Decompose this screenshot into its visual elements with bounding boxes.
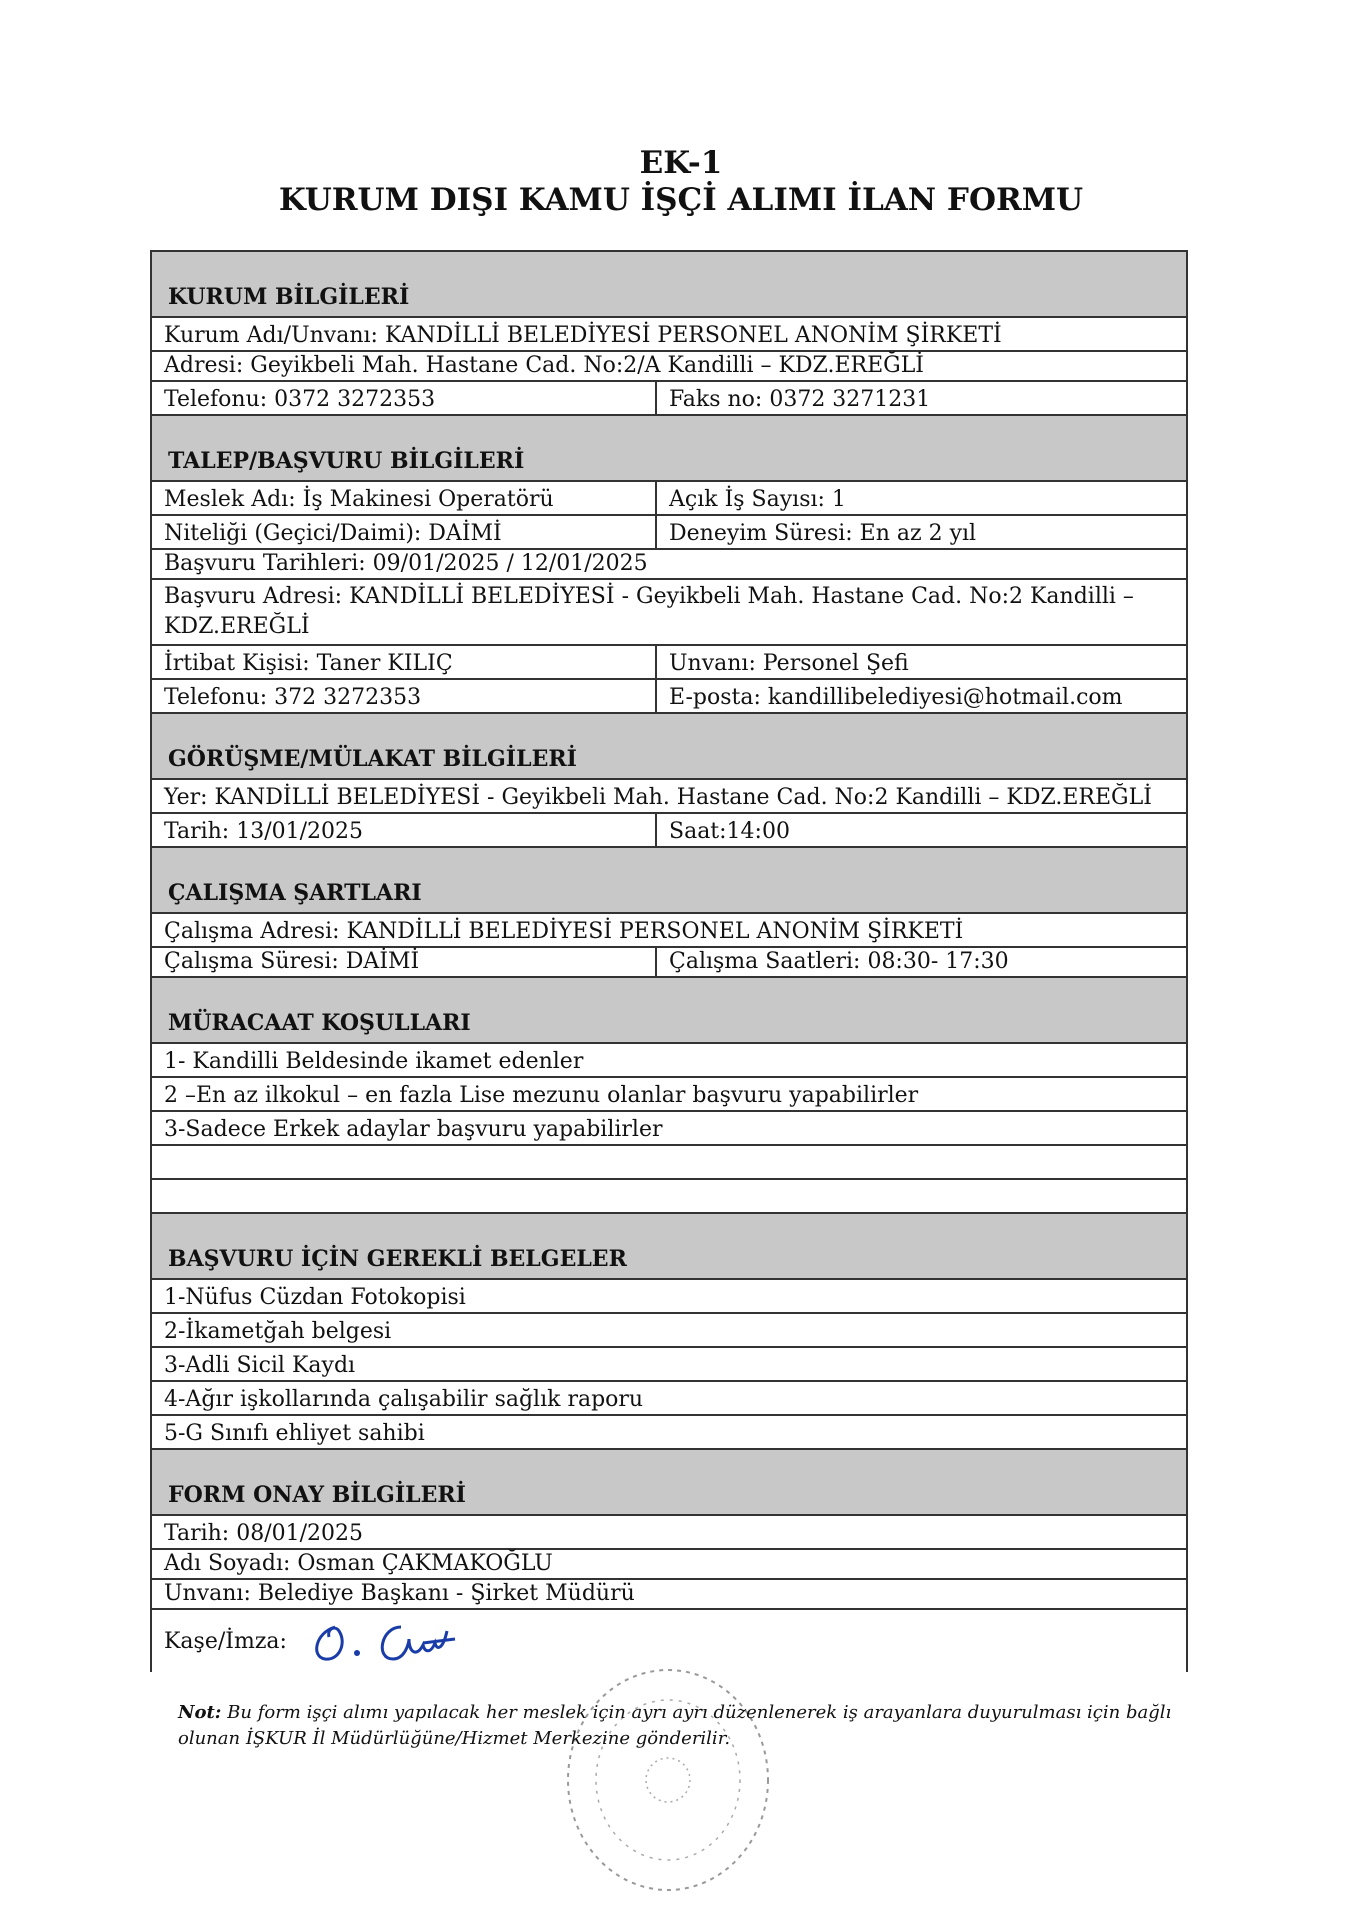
onay-adi-soyadi: Adı Soyadı: Osman ÇAKMAKOĞLU	[164, 1551, 553, 1576]
niteligi: Niteliği (Geçici/Daimi): DAİMİ	[152, 516, 657, 548]
kase-imza-label: Kaşe/İmza:	[164, 1628, 287, 1654]
kurum-adi: Kurum Adı/Unvanı: KANDİLLİ BELEDİYESİ PERSONEL ANONİM ŞİRKETİ	[164, 323, 1002, 348]
onay-tarih: Tarih: 08/01/2025	[164, 1521, 364, 1546]
muracaat-text: 1- Kandilli Beldesinde ikamet edenler	[164, 1049, 584, 1074]
muracaat-text	[152, 1146, 1186, 1178]
gorusme-tarih: Tarih: 13/01/2025	[152, 814, 657, 846]
talep-telefon: Telefonu: 372 3272353	[152, 680, 657, 712]
kurum-faks: Faks no: 0372 3271231	[669, 387, 931, 412]
section-gerekli-belgeler: BAŞVURU İÇİN GEREKLİ BELGELER	[152, 1214, 1186, 1280]
section-gorusme-mulakat: GÖRÜŞME/MÜLAKAT BİLGİLERİ	[152, 714, 1186, 780]
signature-icon	[305, 1613, 505, 1669]
muracaat-item	[152, 1146, 1186, 1180]
note-label: Not:	[178, 1702, 222, 1723]
belge-text: 2-İkametğah belgesi	[164, 1319, 392, 1344]
muracaat-text: 3-Sadece Erkek adaylar başvuru yapabilirler	[164, 1117, 663, 1142]
calisma-suresi: Çalışma Süresi: DAİMİ	[152, 948, 657, 976]
belge-item	[152, 1382, 1186, 1416]
row-gorusme-yer	[152, 780, 1186, 814]
footer-note	[178, 1700, 1208, 1752]
muracaat-item	[152, 1044, 1186, 1078]
gorusme-yer: Yer: KANDİLLİ BELEDİYESİ - Geyikbeli Mah. Hastane Cad. No:2 Kandilli – KDZ.EREĞLİ	[164, 785, 1152, 810]
belge-item	[152, 1314, 1186, 1348]
row-kurum-iletisim	[152, 382, 1186, 416]
row-kurum-adres	[152, 352, 1186, 382]
belge-text: 4-Ağır işkollarında çalışabilir sağlık raporu	[164, 1387, 644, 1412]
row-calisma-adresi	[152, 914, 1186, 948]
annex-label: EK-1	[639, 145, 723, 181]
section-muracaat-kosullari: MÜRACAAT KOŞULLARI	[152, 978, 1186, 1044]
row-onay-adi	[152, 1550, 1186, 1580]
muracaat-item	[152, 1078, 1186, 1112]
section-kurum-bilgileri: KURUM BİLGİLERİ	[152, 252, 1186, 318]
muracaat-text	[152, 1180, 1186, 1212]
kurum-adres: Adresi: Geyikbeli Mah. Hastane Cad. No:2/A Kandilli – KDZ.EREĞLİ	[164, 353, 924, 378]
basvuru-adresi: Başvuru Adresi: KANDİLLİ BELEDİYESİ - Geyikbeli Mah. Hastane Cad. No:2 Kandilli – KDZ.EREĞLİ	[164, 584, 1134, 639]
belge-item	[152, 1416, 1186, 1450]
row-kurum-adi	[152, 318, 1186, 352]
row-irtibat	[152, 646, 1186, 680]
official-stamp-icon	[548, 1650, 788, 1910]
deneyim-suresi: Deneyim Süresi: En az 2 yıl	[669, 521, 977, 546]
irtibat-kisisi: İrtibat Kişisi: Taner KILIÇ	[152, 646, 657, 678]
belge-text: 1-Nüfus Cüzdan Fotokopisi	[164, 1285, 466, 1310]
row-basvuru-adresi	[152, 580, 1186, 646]
row-talep-iletisim	[152, 680, 1186, 714]
belge-text: 5-G Sınıfı ehliyet sahibi	[164, 1421, 425, 1446]
calisma-saatleri: Çalışma Saatleri: 08:30- 17:30	[669, 949, 1009, 974]
kurum-telefon: Telefonu: 0372 3272353	[152, 382, 657, 414]
row-basvuru-tarihleri	[152, 550, 1186, 580]
belge-item	[152, 1348, 1186, 1382]
calisma-adresi: Çalışma Adresi: KANDİLLİ BELEDİYESİ PERSONEL ANONİM ŞİRKETİ	[164, 919, 964, 944]
gorusme-saat: Saat:14:00	[669, 819, 790, 844]
row-onay-tarih	[152, 1516, 1186, 1550]
muracaat-item	[152, 1112, 1186, 1146]
section-form-onay: FORM ONAY BİLGİLERİ	[152, 1450, 1186, 1516]
section-talep-basvuru: TALEP/BAŞVURU BİLGİLERİ	[152, 416, 1186, 482]
acik-is-sayisi: Açık İş Sayısı: 1	[669, 487, 846, 512]
announcement-form	[150, 250, 1188, 1672]
meslek-adi: Meslek Adı: İş Makinesi Operatörü	[152, 482, 657, 514]
row-gorusme-zaman	[152, 814, 1186, 848]
form-title: KURUM DIŞI KAMU İŞÇİ ALIMI İLAN FORMU	[278, 182, 1084, 218]
muracaat-item	[152, 1180, 1186, 1214]
row-onay-unvan	[152, 1580, 1186, 1610]
row-calisma-sure	[152, 948, 1186, 978]
onay-unvan: Unvanı: Belediye Başkanı - Şirket Müdürü	[164, 1581, 635, 1606]
note-text: Bu form işçi alımı yapılacak her meslek için ayrı ayrı düzenlenerek iş arayanlara duyurulması için bağlı olunan İŞKUR İl Müdürlüğüne/Hizmet Merkezine gönderilir.	[178, 1702, 1172, 1749]
row-nitelik	[152, 516, 1186, 550]
belge-item	[152, 1280, 1186, 1314]
section-calisma-sartlari: ÇALIŞMA ŞARTLARI	[152, 848, 1186, 914]
belge-text: 3-Adli Sicil Kaydı	[164, 1353, 356, 1378]
muracaat-text: 2 –En az ilkokul – en fazla Lise mezunu olanlar başvuru yapabilirler	[164, 1083, 919, 1108]
row-meslek	[152, 482, 1186, 516]
talep-eposta: E-posta: kandillibelediyesi@hotmail.com	[669, 685, 1123, 710]
basvuru-tarihleri: Başvuru Tarihleri: 09/01/2025 / 12/01/2025	[164, 551, 648, 576]
irtibat-unvani: Unvanı: Personel Şefi	[669, 651, 909, 676]
